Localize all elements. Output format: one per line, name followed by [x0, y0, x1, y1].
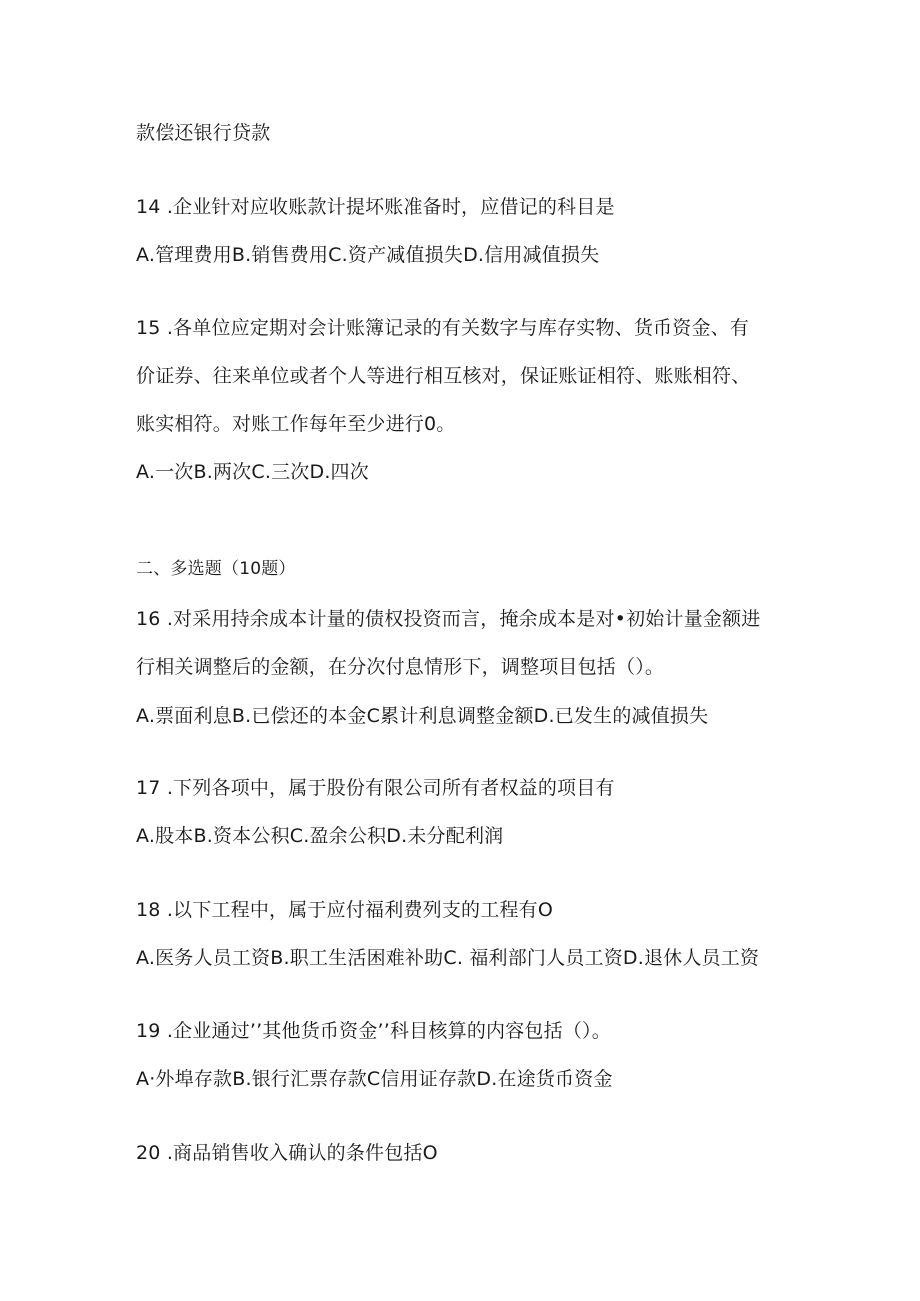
question-20: 20 .商品销售收入确认的条件包括O — [136, 1142, 438, 1164]
options-19: A·外埠存款B.银行汇票存款C信用证存款D.在途货币资金 — [136, 1068, 613, 1090]
options-18: A.医务人员工资B.职工生活困难补助C. 福利部门人员工资D.退休人员工资 — [136, 947, 760, 969]
question-14: 14 .企业针对应收账款计提坏账准备时，应借记的科目是 — [136, 196, 615, 218]
question-15-line-2: 价证券、往来单位或者个人等进行相互核对，保证账证相符、账账相符、 — [136, 365, 751, 387]
question-15-line-3: 账实相符。对账工作每年至少进行0。 — [136, 413, 456, 435]
question-19: 19 .企业通过’’其他货币资金’’科目核算的内容包括（）。 — [136, 1020, 611, 1042]
question-17: 17 .下列各项中，属于股份有限公司所有者权益的项目有 — [136, 777, 615, 799]
question-16-line-2: 行相关调整后的金额，在分次付息情形下，调整项目包括（）。 — [136, 656, 665, 678]
question-18: 18 .以下工程中，属于应付福利费列支的工程有O — [136, 899, 554, 921]
section-heading: 二、多选题（10题） — [136, 559, 296, 579]
question-15-line-1: 15 .各单位应定期对会计账簿记录的有关数字与库存实物、货币资金、有 — [136, 317, 750, 339]
question-16-line-1: 16 .对采用持余成本计量的债权投资而言，掩余成本是对•初始计量金额进 — [136, 608, 761, 630]
options-14: A.管理费用B.销售费用C.资产减值损失D.信用减值损失 — [136, 244, 600, 266]
options-17: A.股本B.资本公积C.盈余公积D.未分配利润 — [136, 825, 504, 847]
options-16: A.票面利息B.已偿还的本金C累计利息调整金额D.已发生的减值损失 — [136, 705, 709, 727]
options-15: A.一次B.两次C.三次D.四次 — [136, 461, 369, 483]
text-line-continuation: 款偿还银行贷款 — [136, 122, 271, 144]
